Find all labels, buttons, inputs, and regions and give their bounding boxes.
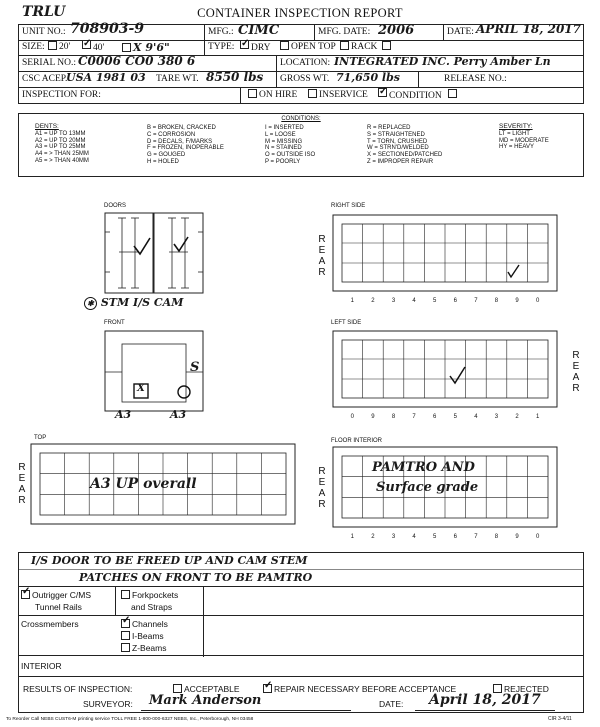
results-box xyxy=(18,677,584,713)
unit-prefix: TRLU xyxy=(22,4,66,20)
condition-code: N = STAINED xyxy=(265,145,302,152)
front-label: FRONT xyxy=(104,320,125,326)
csc-label: CSC ACEP. xyxy=(22,74,68,84)
size-other-value[interactable]: X 9'6" xyxy=(133,41,170,54)
condition-code: B = BROKEN, CRACKED xyxy=(147,125,216,131)
dent-code: A1 = UP TO 13MM xyxy=(35,130,86,137)
type-other-checkbox[interactable] xyxy=(382,41,391,50)
channels-checkbox[interactable] xyxy=(121,619,130,628)
straps-label: and Straps xyxy=(131,602,173,612)
left-side-label: LEFT SIDE xyxy=(331,320,362,326)
floor-note-1: PAMTRO AND xyxy=(372,460,475,475)
front-mark-x: X xyxy=(137,383,145,394)
floor-label: FLOOR INTERIOR xyxy=(331,438,383,444)
condition-code: M = MISSING xyxy=(265,138,303,145)
doors-label: DOORS xyxy=(104,203,127,209)
condition-code: F = FROZEN, INOPERABLE xyxy=(147,145,224,152)
severity-code: LT = LIGHT xyxy=(499,130,530,137)
doors-diagram[interactable] xyxy=(104,212,204,294)
condition-code: P = POORLY xyxy=(265,158,301,165)
condition-code: H = HOLED xyxy=(147,158,179,165)
size-40-checkbox[interactable] xyxy=(82,40,91,49)
forkpockets-label: Forkpockets xyxy=(132,590,179,600)
size-20-label: 20' xyxy=(59,42,71,52)
floor-note-2: Surface grade xyxy=(376,480,479,495)
right-side-numbers: 1 2 3 4 5 6 7 8 9 0 xyxy=(350,298,540,304)
condition-code: D = DECALS, F/MARKS xyxy=(147,138,213,145)
size-label: SIZE: xyxy=(22,42,45,52)
ibeams-checkbox[interactable] xyxy=(121,631,130,640)
condition-code: I = INSERTED xyxy=(265,125,304,131)
gross-value[interactable]: 71,650 lbs xyxy=(336,71,400,84)
row-inspection xyxy=(18,88,584,104)
remarks-line-1: I/S DOOR TO BE FREED UP AND CAM STEM xyxy=(31,554,308,567)
dent-code: A5 = > THAN 40MM xyxy=(35,157,89,164)
dent-code: A4 = > THAN 25MM xyxy=(35,151,89,158)
severity-code: HY = HEAVY xyxy=(499,144,534,151)
rejected-label: REJECTED xyxy=(504,684,549,694)
on-hire-checkbox[interactable] xyxy=(248,89,257,98)
floor-numbers: 1 2 3 4 5 6 7 8 9 0 xyxy=(350,534,540,540)
inspection-for-label: INSPECTION FOR: xyxy=(22,90,101,100)
location-value[interactable]: INTEGRATED INC. Perry Amber Ln xyxy=(334,55,551,68)
mfg-date-value[interactable]: 2006 xyxy=(378,23,415,38)
right-side-label: RIGHT SIDE xyxy=(331,203,366,209)
front-mark-a3: A3 xyxy=(115,408,132,421)
date-label: DATE: xyxy=(447,27,474,37)
date-value[interactable]: APRIL 18, 2017 xyxy=(476,22,581,36)
surveyor-signature[interactable]: Mark Anderson xyxy=(149,693,262,708)
size-other-checkbox[interactable] xyxy=(122,43,131,52)
remarks-box[interactable] xyxy=(18,552,584,586)
results-date-value[interactable]: April 18, 2017 xyxy=(429,692,541,708)
left-side-numbers: 0 9 8 7 6 5 4 3 2 1 xyxy=(350,414,540,420)
interior-label: INTERIOR xyxy=(21,661,62,671)
tunnel-label: Tunnel Rails xyxy=(35,602,82,612)
acceptable-label: ACCEPTABLE xyxy=(184,684,240,694)
top-label: TOP xyxy=(34,435,47,441)
condition-code: C = CORROSION xyxy=(147,131,196,138)
condition-code: R = REPLACED xyxy=(367,125,411,131)
condition-code: G = GOUGED xyxy=(147,152,186,159)
severity-code: MD = MODERATE xyxy=(499,137,549,144)
footer-reorder: To Reorder Call NEBS CUST6-M printing service TOLL FREE 1-800-000-6327 NEBS, Inc., Peterborough, NH 03458 xyxy=(6,717,254,722)
on-hire-label: ON HIRE xyxy=(259,90,298,100)
inservice-label: INSERVICE xyxy=(319,90,368,100)
outrigger-checkbox[interactable] xyxy=(21,590,30,599)
repair-checkbox[interactable] xyxy=(263,684,272,693)
ibeams-label: I-Beams xyxy=(132,631,164,641)
other-checkbox[interactable] xyxy=(448,89,457,98)
results-label: RESULTS OF INSPECTION: xyxy=(23,684,133,694)
condition-code: W = STRN'D/WELDED xyxy=(367,145,429,152)
csc-value[interactable]: USA 1981 03 xyxy=(66,71,146,84)
inservice-checkbox[interactable] xyxy=(308,89,317,98)
dents-title: DENTS: xyxy=(35,123,59,130)
tare-label: TARE WT. xyxy=(156,74,199,84)
interior-row[interactable] xyxy=(18,655,584,677)
dent-code: A3 = UP TO 25MM xyxy=(35,144,86,151)
footer-form-no: CIR 3-4/11 xyxy=(548,716,572,722)
type-rack-checkbox[interactable] xyxy=(340,41,349,50)
type-rack-label: RACK xyxy=(351,42,378,52)
size-40-label: 40' xyxy=(93,43,105,53)
condition-code: X = SECTIONED/PATCHED xyxy=(367,152,443,159)
left-rear-letters: R E A R xyxy=(572,350,580,394)
checklist-box xyxy=(18,586,584,656)
results-date-label: DATE: xyxy=(379,699,404,709)
location-label: LOCATION: xyxy=(280,58,331,68)
acceptable-checkbox[interactable] xyxy=(173,684,182,693)
release-label: RELEASE NO.: xyxy=(444,74,507,84)
dent-code: A2 = UP TO 20MM xyxy=(35,137,86,144)
condition-code: T = TORN, CRUSHED xyxy=(367,138,428,145)
tare-value[interactable]: 8550 lbs xyxy=(206,70,264,84)
row-unit xyxy=(18,21,584,41)
mfg-label: MFG.: xyxy=(208,27,234,37)
forkpockets-checkbox[interactable] xyxy=(121,590,130,599)
condition-code: O = OUTSIDE ISO xyxy=(265,152,316,159)
remarks-line-2: PATCHES ON FRONT TO BE PAMTRO xyxy=(79,571,313,584)
type-dry-checkbox[interactable] xyxy=(240,40,249,49)
size-20-checkbox[interactable] xyxy=(48,41,57,50)
serial-label: SERIAL NO.: xyxy=(22,58,77,68)
surveyor-label: SURVEYOR: xyxy=(83,699,133,709)
floor-rear-letters: R E A R xyxy=(318,466,326,510)
top-rear-letters: R E A R xyxy=(18,462,26,506)
serial-value[interactable]: C0006 CO0 380 6 xyxy=(78,54,196,68)
zbeams-label: Z-Beams xyxy=(132,643,167,653)
row-csc xyxy=(18,72,584,88)
type-label: TYPE: xyxy=(208,42,235,52)
type-dry-label: DRY xyxy=(251,43,271,53)
severity-title: SEVERITY: xyxy=(499,123,533,130)
condition-checkbox[interactable] xyxy=(378,88,387,97)
type-opentop-checkbox[interactable] xyxy=(280,41,289,50)
report-title: CONTAINER INSPECTION REPORT xyxy=(197,6,403,20)
repair-label: REPAIR NECESSARY BEFORE ACCEPTANCE xyxy=(274,684,457,694)
conditions-title: CONDITIONS: xyxy=(281,116,321,122)
condition-code: Z = IMPROPER REPAIR xyxy=(367,158,434,165)
doors-note: ✱ STM I/S CAM xyxy=(84,296,183,310)
right-side-grid[interactable] xyxy=(332,214,558,292)
outrigger-label: Outrigger C/MS xyxy=(32,590,92,600)
front-mark-a3: A3 xyxy=(170,408,187,421)
condition-code: S = STRAIGHTENED xyxy=(367,131,425,138)
crossmembers-label: Crossmembers xyxy=(21,619,79,629)
top-note: A3 UP overall xyxy=(90,476,197,492)
right-rear-letters: R E A R xyxy=(318,234,326,278)
unit-no-label: UNIT NO.: xyxy=(22,27,66,37)
left-side-grid[interactable] xyxy=(332,330,558,408)
front-mark-s: S xyxy=(190,360,200,375)
type-opentop-label: OPEN TOP xyxy=(291,42,336,52)
gross-label: GROSS WT. xyxy=(280,74,330,84)
unit-no-value[interactable]: 708903-9 xyxy=(70,21,144,37)
channels-label: Channels xyxy=(132,619,168,629)
zbeams-checkbox[interactable] xyxy=(121,643,130,652)
condition-label: CONDITION xyxy=(389,91,442,101)
condition-code: L = LOOSE xyxy=(265,131,296,138)
codes-legend xyxy=(18,113,584,177)
front-diagram[interactable] xyxy=(104,330,204,412)
mfg-date-label: MFG. DATE: xyxy=(318,27,371,37)
mfg-value[interactable]: CIMC xyxy=(238,23,280,38)
